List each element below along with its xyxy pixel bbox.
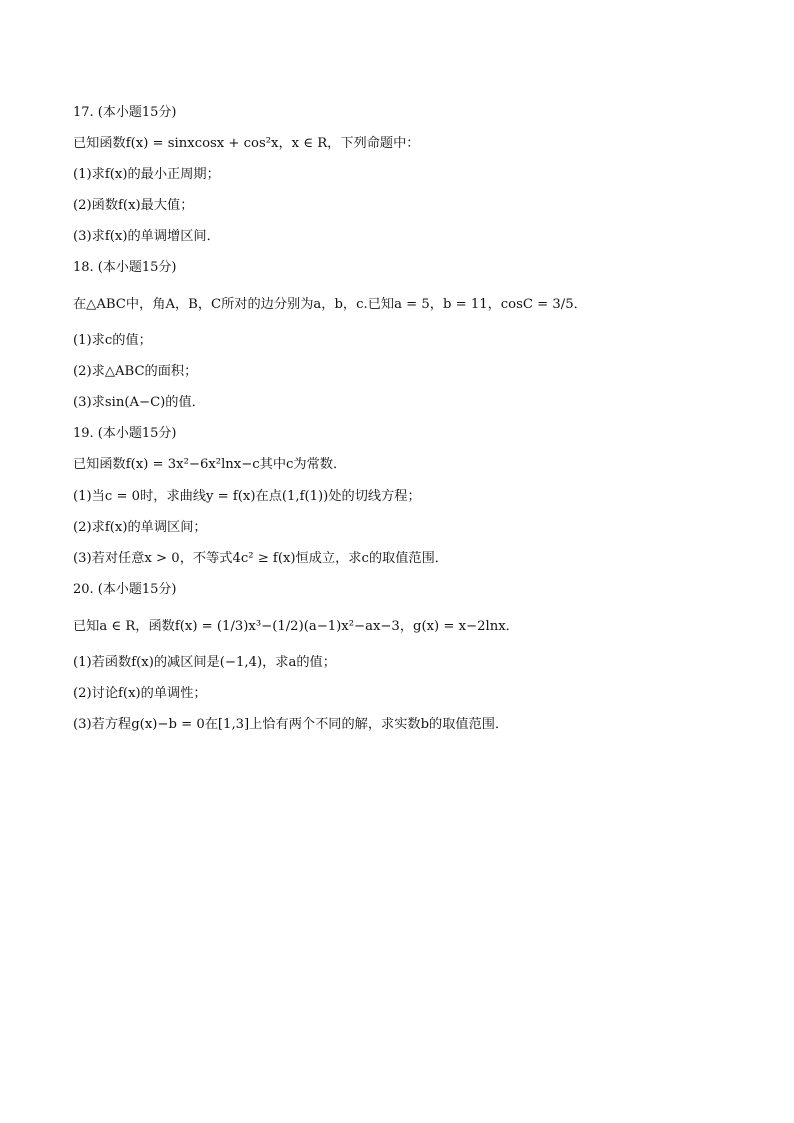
problem-17-part-2: (2)函数f(x)最大值； [73, 198, 194, 213]
problem-20-stem: 已知a ∈ R，函数f(x) = (1/3)x³−(1/2)(a−1)x²−ax−3，g(x) = x−2lnx． [73, 619, 519, 634]
problem-17-part-1: (1)求f(x)的最小正周期； [73, 167, 220, 182]
problem-18-header: 18. (本小题15分) [73, 260, 177, 275]
problem-20-part-1: (1)若函数f(x)的减区间是(−1,4)，求a的值； [73, 655, 336, 670]
problem-18-part-2: (2)求△ABC的面积； [73, 364, 198, 379]
problem-17-header: 17. (本小题15分) [73, 105, 177, 120]
problem-19-part-3: (3)若对任意x > 0，不等式4c² ≥ f(x)恒成立，求c的取值范围． [73, 551, 448, 566]
problem-19-part-1: (1)当c = 0时，求曲线y = f(x)在点(1,f(1))处的切线方程； [73, 489, 421, 504]
problem-17-stem: 已知函数f(x) = sinxcosx + cos²x，x ∈ R，下列命题中： [73, 136, 420, 151]
problem-17-part-3: (3)求f(x)的单调增区间． [73, 229, 220, 244]
problem-19-header: 19. (本小题15分) [73, 426, 177, 441]
problem-20-part-3: (3)若方程g(x)−b = 0在[1,3]上恰有两个不同的解，求实数b的取值范围． [73, 717, 509, 732]
problem-18-stem: 在△ABC中，角A，B，C所对的边分别为a，b，c.已知a = 5，b = 11，cosC = 3/5． [73, 297, 587, 312]
problem-18-part-3: (3)求sin(A−C)的值． [73, 395, 205, 410]
problem-19-part-2: (2)求f(x)的单调区间； [73, 520, 207, 535]
problem-20-part-2: (2)讨论f(x)的单调性； [73, 686, 207, 701]
problem-18-part-1: (1)求c的值； [73, 333, 152, 348]
problem-19-stem: 已知函数f(x) = 3x²−6x²lnx−c其中c为常数． [73, 457, 347, 472]
problem-20-header: 20. (本小题15分) [73, 582, 177, 597]
